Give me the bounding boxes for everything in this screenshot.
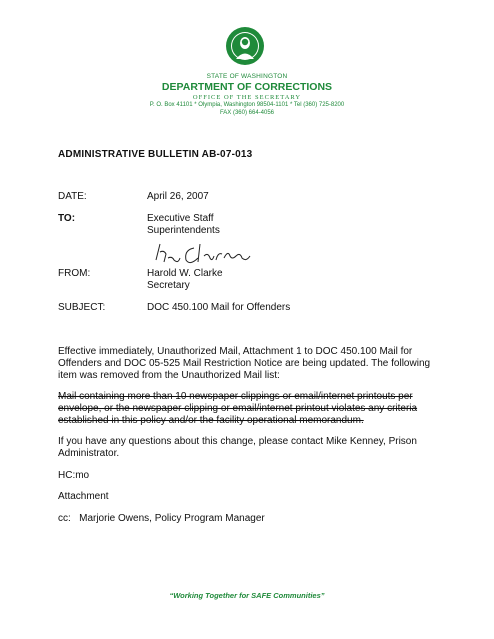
date-value: April 26, 2007	[147, 191, 209, 202]
from-name: Harold W. Clarke	[147, 268, 223, 279]
to-recipients	[147, 213, 220, 237]
letterhead-address: P. O. Box 41101 * Olympia, Washington 98504-1101 * Tel (360) 725-8200	[149, 102, 345, 108]
to-line-1: Executive Staff	[147, 213, 214, 224]
from-block	[147, 268, 223, 292]
state-seal-logo	[225, 26, 265, 66]
subject-label: SUBJECT:	[58, 302, 106, 313]
letterhead-office: OFFICE OF THE SECRETARY	[192, 94, 302, 101]
to-label: TO:	[58, 213, 76, 224]
signature	[150, 238, 260, 270]
footer-slogan: “Working Together for SAFE Communities”	[169, 591, 325, 600]
removed-item-text: Mail containing more than 10 newspaper clippings or email/internet printouts per envelope, or the newspaper clipping or email/internet printout violates any criteria established in this policy and/or the facility operational memorandum.	[58, 391, 418, 426]
letterhead-state: STATE OF WASHINGTON	[206, 73, 288, 80]
letterhead-fax: FAX (360) 664-4056	[219, 110, 275, 116]
from-label: FROM:	[58, 268, 91, 279]
to-line-2: Superintendents	[147, 225, 220, 236]
bulletin-title: ADMINISTRATIVE BULLETIN AB-07-013	[58, 149, 253, 160]
attachment-line: Attachment	[58, 491, 109, 502]
body-paragraph-2: If you have any questions about this change, please contact Mike Kenney, Prison Administrator.	[58, 436, 417, 459]
body-paragraph-1: Effective immediately, Unauthorized Mail, Attachment 1 to DOC 450.100 Mail for Offenders and DOC 05-525 Mail Restriction Notice are being updated. The following item was removed from the Unauthorized Mail list:	[58, 346, 431, 381]
cc-line: cc: Marjorie Owens, Policy Program Manager	[58, 513, 265, 524]
from-title: Secretary	[147, 280, 190, 291]
initials: HC:mo	[58, 470, 90, 481]
date-label: DATE:	[58, 191, 87, 202]
subject-value: DOC 450.100 Mail for Offenders	[147, 302, 291, 313]
letterhead-department: DEPARTMENT OF CORRECTIONS	[161, 81, 333, 93]
